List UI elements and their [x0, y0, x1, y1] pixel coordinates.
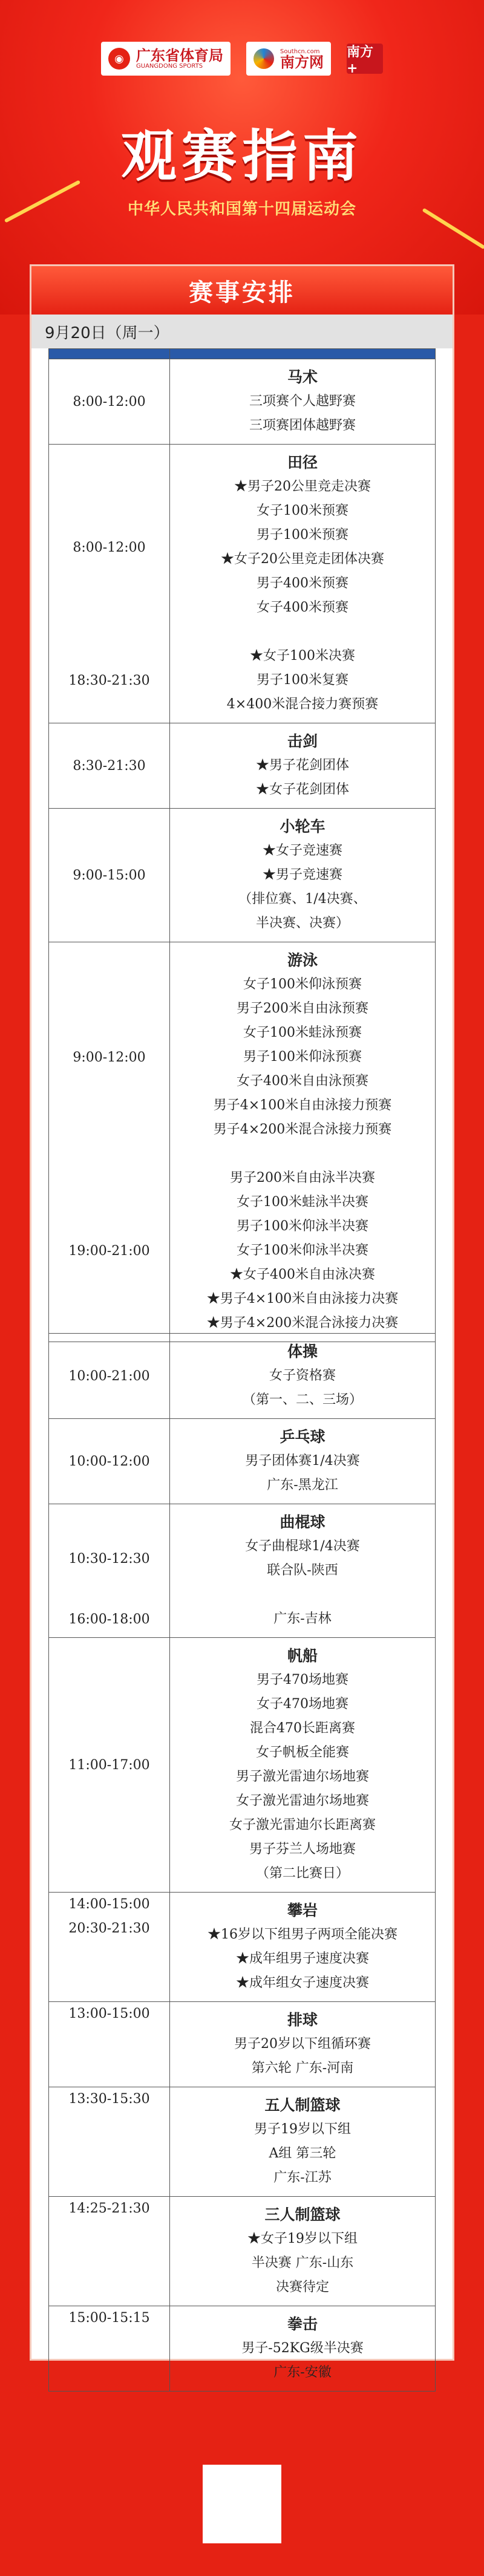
event-name: 小轮车: [280, 818, 325, 835]
schedule-card: [31, 266, 453, 2380]
event-item: 女子100米预赛: [257, 503, 348, 518]
table-row: [49, 1334, 436, 1419]
event-item: A组 第三轮: [269, 2146, 336, 2161]
southcn-mark-icon: [253, 48, 274, 69]
event-item: 三项赛团体越野赛: [249, 418, 356, 433]
event-item: ★男子花剑团体: [255, 758, 349, 773]
event-time: 10:30-12:30: [68, 1551, 150, 1567]
event-item: 联合队-陕西: [267, 1563, 338, 1578]
event-cell: [170, 809, 436, 942]
logo-southcn-sub: Southcn.com: [280, 48, 320, 55]
event-time-cell: [49, 2197, 170, 2306]
event-item: 广东-江苏: [273, 2170, 332, 2185]
logo-guangdong-sports: [101, 42, 231, 76]
event-time: 20:30-21:30: [68, 1921, 150, 1936]
logo-southcn-name: 南方网: [280, 53, 324, 71]
page-subtitle: 中华人民共和国第十四届运动会: [127, 200, 356, 218]
event-item: [172, 1583, 433, 1607]
event-cell: [170, 723, 436, 809]
event-name: 排球: [287, 2011, 318, 2029]
schedule-table-1: [48, 348, 436, 1342]
event-time: 14:25-21:30: [68, 2201, 150, 2216]
event-time: 18:30-21:30: [68, 673, 150, 688]
event-time: 8:30-21:30: [73, 758, 146, 774]
event-cell: [170, 1638, 436, 1893]
event-time-cell: [49, 809, 170, 942]
event-item: 女子400米自由泳预赛: [237, 1074, 368, 1089]
event-item: 女子激光雷迪尔长距离赛: [229, 1818, 376, 1833]
event-time-cell: [49, 942, 170, 1342]
event-item: 广东-安徽: [273, 2365, 332, 2380]
table-row: [49, 1419, 436, 1504]
event-name: 三人制篮球: [264, 2206, 341, 2223]
table-row: [49, 1504, 436, 1638]
event-item: 决赛待定: [275, 2280, 329, 2295]
event-time-cell: [49, 1504, 170, 1638]
event-time: 10:00-12:00: [68, 1453, 150, 1469]
event-time-cell: [49, 2087, 170, 2197]
event-item: 女子激光雷迪尔场地赛: [235, 1793, 369, 1808]
event-item: 广东-黑龙江: [267, 1478, 338, 1493]
event-cell: [170, 359, 436, 445]
event-item: 男子400米预赛: [257, 576, 348, 591]
event-item: 半决赛 广东-山东: [251, 2255, 354, 2271]
event-item: 男子100米复赛: [257, 673, 348, 688]
event-item: ★成年组男子速度决赛: [235, 1951, 369, 1966]
event-item: 女子资格赛: [269, 1368, 336, 1383]
logo-guangdong-sports-sub: GUANGDONG SPORTS: [136, 62, 203, 70]
event-time: 10:00-21:00: [68, 1368, 150, 1384]
event-item: 男子470场地赛: [257, 1672, 348, 1687]
event-item: ★女子100米决赛: [250, 648, 355, 664]
event-item: 男子4×100米自由泳接力预赛: [213, 1098, 392, 1113]
event-time: 9:00-12:00: [73, 1049, 146, 1065]
event-item: 男子100米预赛: [257, 527, 348, 543]
event-cell: [170, 2002, 436, 2087]
schedule-date: 9月20日（周一）: [31, 315, 453, 348]
event-item: ★女子19岁以下组: [247, 2231, 358, 2246]
event-item: 男子20岁以下组循环赛: [234, 2036, 371, 2052]
event-item: （第二比赛日）: [255, 1866, 349, 1881]
event-time-cell: [49, 359, 170, 445]
table-row: [49, 1638, 436, 1893]
event-time: 9:00-15:00: [73, 867, 146, 883]
event-item: [172, 1142, 433, 1166]
event-name: 帆船: [287, 1647, 318, 1665]
event-cell: [170, 2197, 436, 2306]
event-item: 半决赛、决赛）: [255, 916, 349, 931]
event-time-cell: [49, 1419, 170, 1504]
event-cell: [170, 445, 436, 723]
event-item: 男子激光雷迪尔场地赛: [235, 1769, 369, 1784]
event-item: ★16岁以下组男子两项全能决赛: [208, 1927, 397, 1942]
event-cell: [170, 1893, 436, 2002]
event-name: 击剑: [287, 732, 318, 750]
event-name: 拳击: [287, 2315, 318, 2333]
event-time: 16:00-18:00: [68, 1611, 150, 1627]
event-time-cell: [49, 2002, 170, 2087]
event-item: ★女子竞速赛: [262, 843, 342, 858]
event-item: ★成年组女子速度决赛: [235, 1975, 369, 1991]
event-name: 游泳: [287, 951, 318, 969]
event-item: 男子-52KG级半决赛: [241, 2341, 364, 2356]
table-row: [49, 445, 436, 723]
event-time: 14:00-15:00: [68, 1897, 150, 1912]
table-row: [49, 809, 436, 942]
event-item: 男子100米仰泳半决赛: [237, 1219, 368, 1234]
logo-southcn: [246, 42, 331, 76]
event-time: 19:00-21:00: [68, 1243, 150, 1259]
event-item: 男子4×200米混合泳接力预赛: [213, 1122, 392, 1137]
event-item: 女子100米蛙泳半决赛: [237, 1195, 368, 1210]
event-item: 4×400米混合接力赛预赛: [226, 697, 379, 712]
event-item: 男子19岁以下组: [254, 2122, 351, 2137]
event-item: ★男子4×200米混合泳接力决赛: [206, 1316, 399, 1331]
table-row: [49, 2306, 436, 2392]
event-cell: [170, 2087, 436, 2197]
emblem-icon: ◉: [108, 48, 130, 70]
event-item: [172, 620, 433, 644]
event-time-cell: [49, 445, 170, 723]
event-name: 乒乓球: [280, 1428, 325, 1446]
table-row: [49, 2087, 436, 2197]
event-time: 15:00-15:15: [68, 2310, 150, 2326]
event-item: 男子200米自由泳预赛: [237, 1001, 368, 1016]
event-time-cell: [49, 1638, 170, 1893]
table-row: [49, 723, 436, 809]
schedule-table-2: [48, 1333, 436, 2392]
logo-guangdong-sports-name: 广东省体育局: [136, 47, 223, 64]
table-row: [49, 359, 436, 445]
table-row: [49, 2002, 436, 2087]
event-cell: [170, 1334, 436, 1419]
table-header-bar: [49, 349, 436, 359]
qr-code[interactable]: [203, 2465, 281, 2543]
event-time-cell: [49, 723, 170, 809]
table-row: [49, 942, 436, 1342]
event-name: 曲棍球: [280, 1513, 325, 1531]
event-item: （排位赛、1/4决赛、: [238, 892, 367, 907]
event-item: 女子100米仰泳半决赛: [237, 1243, 368, 1258]
page-title: 观赛指南: [120, 124, 363, 189]
event-item: ★女子400米自由泳决赛: [230, 1267, 375, 1282]
event-name: 五人制篮球: [264, 2096, 341, 2114]
event-item: ★男子竞速赛: [262, 867, 342, 882]
event-item: 男子100米仰泳预赛: [243, 1049, 362, 1065]
event-name: 马术: [287, 368, 318, 386]
event-name: 体操: [287, 1343, 318, 1360]
event-item: 女子帆板全能赛: [255, 1745, 349, 1760]
event-item: 女子400米预赛: [257, 600, 348, 615]
event-item: ★男子4×100米自由泳接力决赛: [206, 1291, 399, 1306]
event-item: 男子芬兰人场地赛: [249, 1842, 356, 1857]
schedule-heading: 赛事安排: [31, 266, 453, 315]
event-item: 女子470场地赛: [257, 1697, 348, 1712]
event-cell: [170, 1419, 436, 1504]
event-item: ★男子20公里竞走决赛: [234, 479, 371, 494]
event-item: 广东-吉林: [273, 1611, 332, 1626]
event-item: 女子曲棍球1/4决赛: [245, 1539, 360, 1554]
logo-nanfang-plus: 南方+: [347, 44, 383, 74]
event-item: 男子200米自由泳半决赛: [230, 1170, 375, 1185]
event-time: 11:00-17:00: [68, 1757, 150, 1773]
event-cell: [170, 1504, 436, 1638]
event-item: ★女子20公里竞走团体决赛: [221, 552, 384, 567]
event-time-cell: [49, 1334, 170, 1419]
event-item: 男子团体赛1/4决赛: [245, 1453, 360, 1469]
event-item: 混合470长距离赛: [250, 1721, 355, 1736]
event-name: 田径: [287, 454, 318, 471]
event-time-cell: [49, 2306, 170, 2392]
event-time: 8:00-12:00: [73, 394, 146, 409]
event-time: 13:30-15:30: [68, 2092, 150, 2107]
event-time: 13:00-15:00: [68, 2006, 150, 2021]
event-item: （第一、二、三场）: [242, 1392, 362, 1407]
event-time: 8:00-12:00: [73, 540, 146, 555]
event-item: 女子100米蛙泳预赛: [243, 1025, 362, 1040]
event-item: 女子100米仰泳预赛: [243, 977, 362, 992]
event-cell: [170, 2306, 436, 2392]
event-name: 攀岩: [287, 1902, 318, 1919]
event-item: 三项赛个人越野赛: [249, 394, 356, 409]
event-item: ★女子花剑团体: [255, 782, 349, 797]
event-time-cell: [49, 1893, 170, 2002]
logo-bar: [0, 31, 484, 86]
table-row: [49, 2197, 436, 2306]
event-cell: [170, 942, 436, 1342]
event-item: 第六轮 广东-河南: [251, 2061, 354, 2076]
table-row: [49, 1893, 436, 2002]
